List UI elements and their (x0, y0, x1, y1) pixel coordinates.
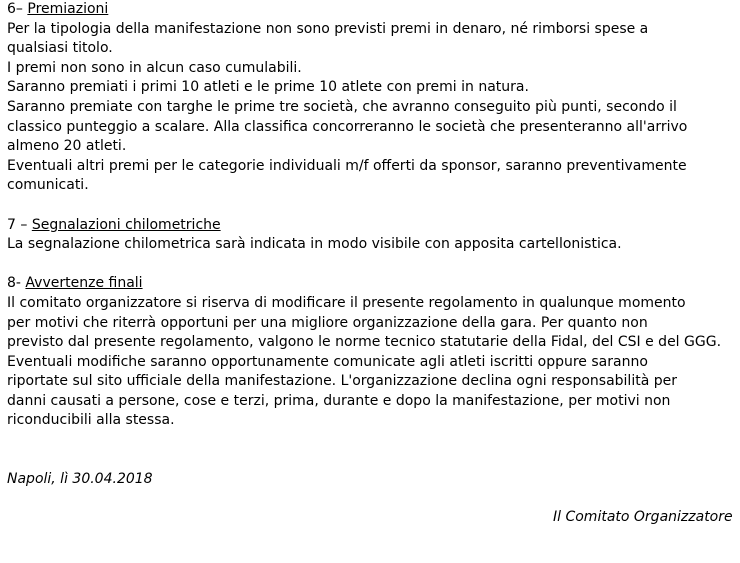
spacer (7, 196, 737, 216)
section-6-line-1: Per la tipologia della manifestazione non sono previsti premi in denaro, né rimborsi spese a (7, 20, 649, 37)
section-8-line-6: danni causati a persone, cose e terzi, prima, durante e dopo la manifestazione, per motivi non (7, 392, 671, 409)
section-8-line-5: riportate sul sito ufficiale della manifestazione. L'organizzazione declina ogni responsabilità per (7, 373, 677, 390)
section-6-number: 6– (7, 1, 23, 17)
section-6-line-2: qualsiasi titolo. (7, 40, 113, 57)
section-7-title: Segnalazioni chilometriche (31, 216, 221, 233)
section-8-line-3: previsto dal presente regolamento, valgono le norme tecnico statutarie della Fidal, del CSI e del GGG. (7, 334, 722, 351)
document-date: Napoli, lì 30.04.2018 (7, 471, 153, 487)
section-6-title: Premiazioni (27, 1, 109, 17)
section-6-heading (7, 0, 737, 20)
section-6-line-8: Eventuali altri premi per le categorie individuali m/f offerti da sponsor, saranno preventivamente (7, 157, 687, 174)
section-6-line-5: Saranno premiate con targhe le prime tre società, che avranno conseguito più punti, secondo il (7, 98, 677, 115)
section-6-line-4: Saranno premiati i primi 10 atleti e le prime 10 atlete con premi in natura. (7, 79, 529, 96)
section-8-line-4: Eventuali modifiche saranno opportunamente comunicate agli atleti iscritti oppure saranno (7, 353, 648, 370)
section-6-line-7: almeno 20 atleti. (7, 138, 127, 155)
section-6-line-9: comunicati. (7, 177, 89, 194)
signature-line: Il Comitato Organizzatore (553, 509, 733, 525)
section-8-line-7: riconducibili alla stessa. (7, 412, 175, 429)
section-7-line-1: La segnalazione chilometrica sarà indicata in modo visibile con apposita cartellonistica. (7, 236, 622, 253)
spacer (7, 255, 737, 275)
section-7-heading (7, 216, 737, 236)
section-8-line-2: per motivi che riterrà opportuni per una migliore organizzazione della gara. Per quanto non (7, 314, 648, 331)
section-8-line-1: Il comitato organizzatore si riserva di modificare il presente regolamento in qualunque momento (7, 294, 686, 311)
section-6-line-3: I premi non sono in alcun caso cumulabili. (7, 59, 302, 76)
section-6-line-6: classico punteggio a scalare. Alla classifica concorreranno le società che presenteranno all'arrivo (7, 118, 688, 135)
section-8-heading (7, 274, 737, 294)
document-page (7, 0, 737, 431)
section-7-number: 7 – (7, 216, 28, 233)
section-8-title: Avvertenze finali (25, 275, 143, 292)
section-8-number: 8- (7, 275, 21, 292)
